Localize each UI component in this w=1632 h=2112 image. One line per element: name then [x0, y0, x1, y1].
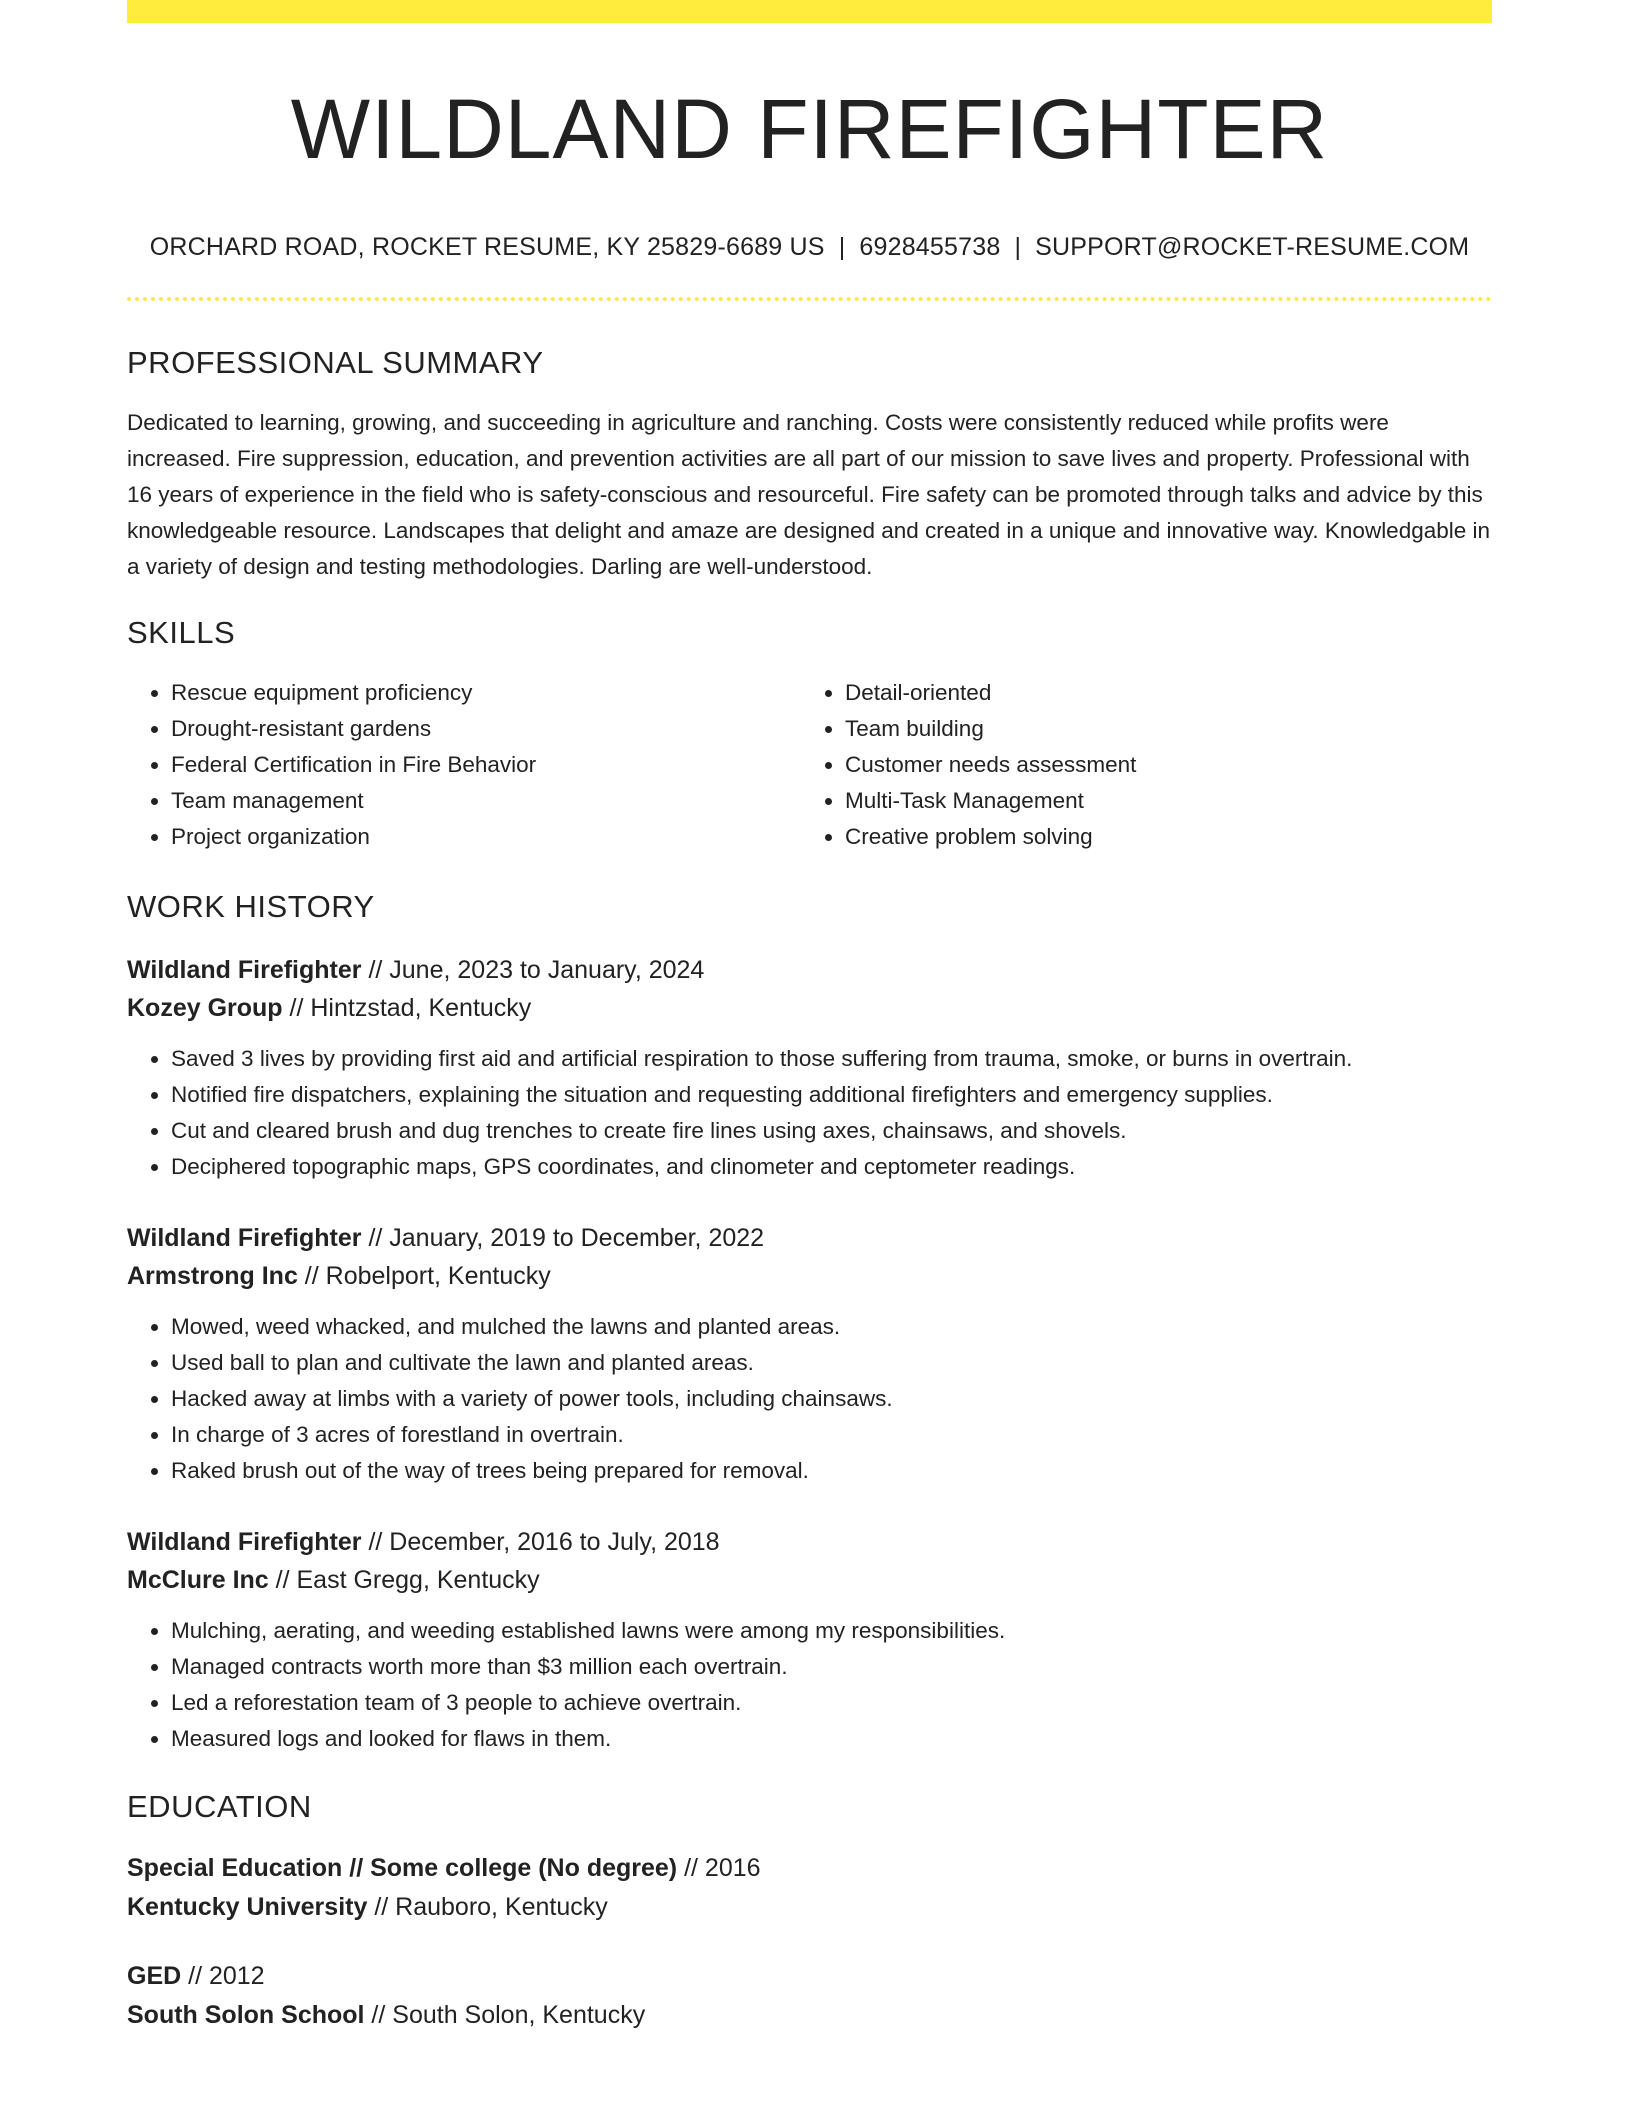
job-bullet: • Led a reforestation team of 3 people to achieve overtrain.	[171, 1685, 1492, 1721]
section-title-education: EDUCATION	[127, 1789, 312, 1825]
job-bullet: • Notified fire dispatchers, explaining the situation and requesting additional firefighters and emergency supplies.	[171, 1077, 1492, 1113]
job-bullet: • Raked brush out of the way of trees being prepared for removal.	[171, 1453, 1492, 1489]
job-bullet: • Cut and cleared brush and dug trenches to create fire lines using axes, chainsaws, and shovels.	[171, 1113, 1492, 1149]
job-bullet: • Mulching, aerating, and weeding established lawns were among my responsibilities.	[171, 1613, 1492, 1649]
education-location: // Rauboro, Kentucky	[367, 1893, 608, 1922]
job-company-line	[127, 989, 1492, 1027]
job-location: // Robelport, Kentucky	[297, 1262, 551, 1291]
skill-item: • Team management	[171, 783, 801, 819]
education-entry	[127, 1957, 1492, 2035]
skill-item: • Federal Certification in Fire Behavior	[171, 747, 801, 783]
education-entry	[127, 1849, 1492, 1927]
phone: 6928455738	[859, 233, 1001, 262]
job-bullet: • Deciphered topographic maps, GPS coordinates, and clinometer and ceptometer readings.	[171, 1149, 1492, 1185]
contact-separator: |	[1014, 233, 1022, 262]
resume-name: WILDLAND FIREFIGHTER	[290, 82, 1329, 176]
contact-separator: |	[838, 233, 846, 262]
skill-item: • Customer needs assessment	[845, 747, 1475, 783]
email: SUPPORT@ROCKET-RESUME.COM	[1035, 233, 1470, 262]
education-year: // 2012	[181, 1962, 265, 1991]
education-location: // South Solon, Kentucky	[364, 2001, 646, 2030]
job-role: Wildland Firefighter	[127, 1224, 362, 1253]
job-dates: // December, 2016 to July, 2018	[361, 1528, 720, 1557]
job-company: Kozey Group	[127, 994, 283, 1023]
job-company: McClure Inc	[127, 1566, 269, 1595]
resume-page	[127, 0, 1492, 2035]
job-bullet: • Saved 3 lives by providing first aid and artificial respiration to those suffering from trauma, smoke, or burns in overtrain.	[171, 1041, 1492, 1077]
job-bullet: • Used ball to plan and cultivate the lawn and planted areas.	[171, 1345, 1492, 1381]
job-title-line	[127, 1523, 1492, 1561]
skill-item: • Multi-Task Management	[845, 783, 1475, 819]
job-entry	[127, 951, 1492, 1185]
job-title-line	[127, 951, 1492, 989]
job-bullets	[127, 1613, 1492, 1757]
job-dates: // January, 2019 to December, 2022	[361, 1224, 765, 1253]
education-year: // 2016	[677, 1854, 761, 1883]
section-title-work-history: WORK HISTORY	[127, 889, 375, 925]
skill-item: • Team building	[845, 711, 1475, 747]
skills-list	[127, 675, 1492, 855]
job-bullet: • Measured logs and looked for flaws in them.	[171, 1721, 1492, 1757]
section-title-summary: PROFESSIONAL SUMMARY	[127, 345, 544, 381]
education-degree-line	[127, 1957, 1492, 1996]
skill-item: • Project organization	[171, 819, 801, 855]
contact-line	[127, 233, 1492, 262]
education-school: Kentucky University	[127, 1893, 368, 1922]
address: ORCHARD ROAD, ROCKET RESUME, KY 25829-6689 US	[149, 233, 825, 262]
job-company-line	[127, 1257, 1492, 1295]
skill-item: • Rescue equipment proficiency	[171, 675, 801, 711]
skills-column-right	[801, 675, 1475, 855]
summary-text: Dedicated to learning, growing, and succeeding in agriculture and ranching. Costs were consistently reduced while profits were increased. Fire suppression, education, and prevention activities are all part of our mission to save lives and property. Professional with 16 years of experience in the field who is safety-conscious and resourceful. Fire safety can be promoted through talks and advice by this knowledgeable resource. Landscapes that delight and amaze are designed and created in a unique and innovative way. Knowledgable in a variety of design and testing methodologies. Darling are well-understood.	[127, 410, 1491, 580]
education-school-line	[127, 1996, 1492, 2035]
education-school-line	[127, 1888, 1492, 1927]
education-degree: GED	[127, 1962, 182, 1991]
job-role: Wildland Firefighter	[127, 956, 362, 985]
job-company: Armstrong Inc	[127, 1262, 298, 1291]
section-title-skills: SKILLS	[127, 615, 236, 651]
top-accent-bar	[127, 0, 1492, 23]
job-bullet: • Managed contracts worth more than $3 million each overtrain.	[171, 1649, 1492, 1685]
job-title-line	[127, 1219, 1492, 1257]
job-entry	[127, 1219, 1492, 1489]
job-dates: // June, 2023 to January, 2024	[361, 956, 705, 985]
job-bullets	[127, 1309, 1492, 1489]
job-bullet: • Hacked away at limbs with a variety of power tools, including chainsaws.	[171, 1381, 1492, 1417]
skills-column-left	[127, 675, 801, 855]
job-location: // East Gregg, Kentucky	[268, 1566, 540, 1595]
job-role: Wildland Firefighter	[127, 1528, 362, 1557]
education-degree-line	[127, 1849, 1492, 1888]
job-bullet: • In charge of 3 acres of forestland in overtrain.	[171, 1417, 1492, 1453]
job-bullets	[127, 1041, 1492, 1185]
job-company-line	[127, 1561, 1492, 1599]
skill-item: • Detail-oriented	[845, 675, 1475, 711]
dotted-divider	[127, 297, 1492, 301]
job-bullet: • Mowed, weed whacked, and mulched the lawns and planted areas.	[171, 1309, 1492, 1345]
job-location: // Hintzstad, Kentucky	[282, 994, 532, 1023]
skill-item: • Creative problem solving	[845, 819, 1475, 855]
job-entry	[127, 1523, 1492, 1757]
skill-item: • Drought-resistant gardens	[171, 711, 801, 747]
education-school: South Solon School	[127, 2001, 365, 2030]
education-degree: Special Education // Some college (No degree)	[127, 1854, 678, 1883]
